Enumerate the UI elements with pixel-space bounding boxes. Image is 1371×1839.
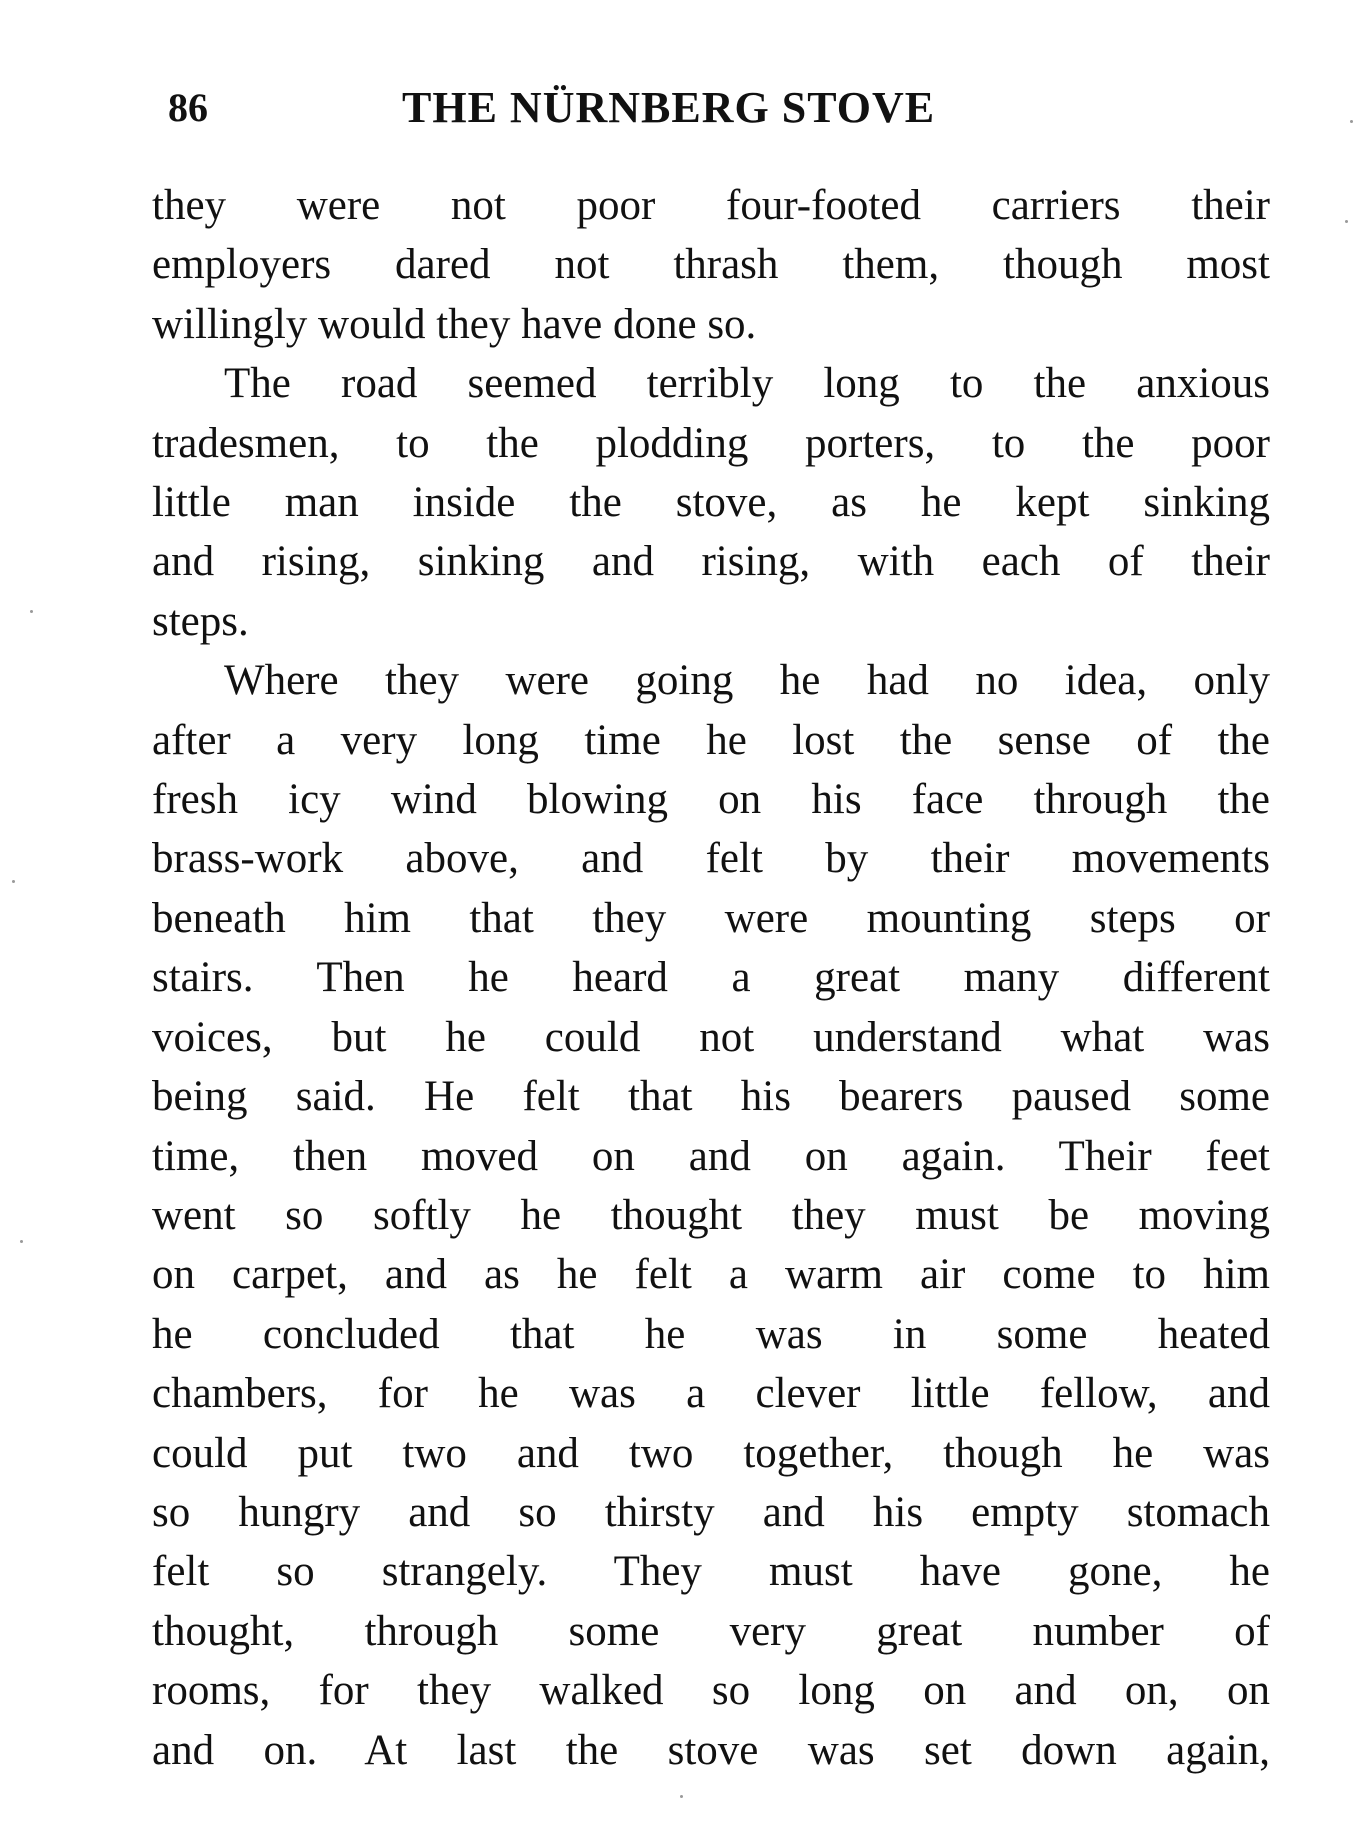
text-line: he concluded that he was in some heated <box>152 1310 1270 1358</box>
text-line: The road seemed terribly long to the anxious <box>224 360 1270 408</box>
text-line: after a very long time he lost the sense of the <box>152 716 1270 764</box>
page-header <box>168 78 1048 138</box>
body-text <box>152 176 1270 1780</box>
text-line: fresh icy wind blowing on his face through the <box>152 776 1270 824</box>
text-line: voices, but he could not understand what was <box>152 1013 1270 1061</box>
text-line: stairs. Then he heard a great many different <box>152 954 1270 1002</box>
text-line: rooms, for they walked so long on and on, on <box>152 1667 1270 1715</box>
text-line: Where they were going he had no idea, only <box>224 657 1270 705</box>
text-line: and rising, sinking and rising, with each of their <box>152 538 1270 586</box>
text-line: time, then moved on and on again. Their feet <box>152 1132 1270 1180</box>
text-line: went so softly he thought they must be moving <box>152 1191 1270 1239</box>
text-line: on carpet, and as he felt a warm air come to him <box>152 1251 1270 1299</box>
text-line: thought, through some very great number of <box>152 1607 1270 1655</box>
text-line: brass-work above, and felt by their movements <box>152 835 1270 883</box>
text-line: so hungry and so thirsty and his empty stomach <box>152 1488 1270 1536</box>
text-line: willingly would they have done so. <box>152 300 757 348</box>
paper-speck <box>20 1240 23 1243</box>
text-line: being said. He felt that his bearers paused some <box>152 1073 1270 1121</box>
running-title: THE NÜRNBERG STOVE <box>402 83 936 132</box>
paper-speck <box>30 610 33 613</box>
text-line: steps. <box>152 597 249 645</box>
paper-speck <box>1350 120 1353 123</box>
paper-speck <box>680 1795 683 1798</box>
text-line: felt so strangely. They must have gone, he <box>152 1548 1270 1596</box>
page-number: 86 <box>168 85 208 130</box>
text-line: little man inside the stove, as he kept sinking <box>152 479 1270 527</box>
text-line: they were not poor four-footed carriers their <box>152 182 1270 229</box>
text-line: tradesmen, to the plodding porters, to the poor <box>152 419 1270 467</box>
text-line: employers dared not thrash them, though most <box>152 241 1270 289</box>
text-line: could put two and two together, though he was <box>152 1429 1270 1477</box>
text-line: and on. At last the stove was set down again, <box>152 1726 1270 1774</box>
text-line: beneath him that they were mounting steps or <box>152 894 1270 942</box>
text-line: chambers, for he was a clever little fellow, and <box>152 1370 1270 1418</box>
paper-speck <box>1345 220 1348 223</box>
paper-speck <box>12 880 15 883</box>
